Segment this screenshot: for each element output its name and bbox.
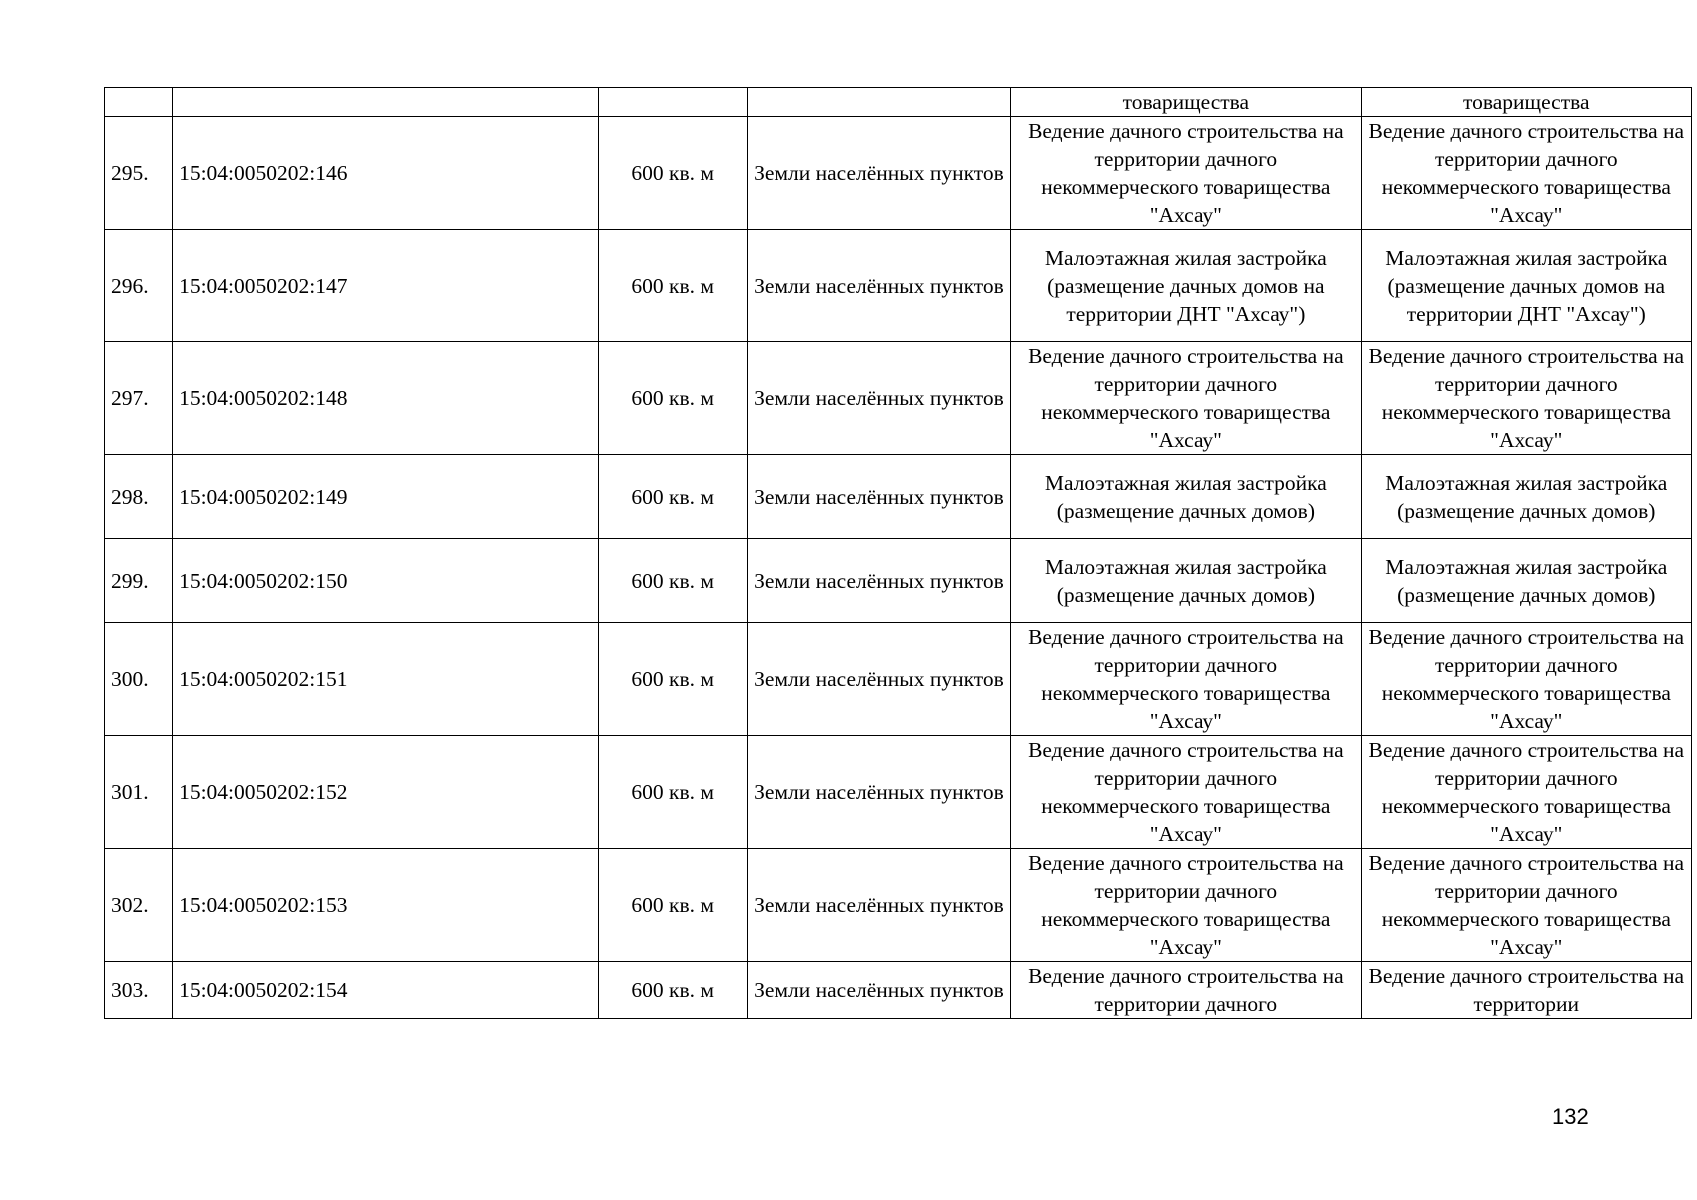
cell-actual-use: Ведение дачного строительства на территории xyxy=(1361,962,1691,1019)
cell-category: Земли населённых пунктов xyxy=(747,117,1010,230)
cell-permitted-use: Ведение дачного строительства на территории дачного некоммерческого товарищества "Ахсау" xyxy=(1011,117,1361,230)
page-number: 132 xyxy=(1552,1104,1589,1129)
cell-cadastral: 15:04:0050202:151 xyxy=(173,623,599,736)
cell-category: Земли населённых пунктов xyxy=(747,455,1010,539)
table-row xyxy=(105,117,1692,230)
cell-permitted-use: Ведение дачного строительства на территории дачного xyxy=(1011,962,1361,1019)
table-row xyxy=(105,623,1692,736)
cell-actual-use: Малоэтажная жилая застройка (размещение дачных домов на территории ДНТ "Ахсау") xyxy=(1361,230,1691,342)
cell-category: Земли населённых пунктов xyxy=(747,539,1010,623)
cell-cadastral: 15:04:0050202:152 xyxy=(173,736,599,849)
cell-number: 300. xyxy=(105,623,173,736)
cell-category xyxy=(747,88,1010,117)
cell-number: 301. xyxy=(105,736,173,849)
cell-actual-use: Ведение дачного строительства на территории дачного некоммерческого товарищества "Ахсау" xyxy=(1361,117,1691,230)
cell-actual-use: товарищества xyxy=(1361,88,1691,117)
cell-number: 297. xyxy=(105,342,173,455)
cell-area: 600 кв. м xyxy=(598,342,747,455)
cell-permitted-use: Ведение дачного строительства на территории дачного некоммерческого товарищества "Ахсау" xyxy=(1011,736,1361,849)
cell-area: 600 кв. м xyxy=(598,539,747,623)
cell-cadastral: 15:04:0050202:147 xyxy=(173,230,599,342)
cell-area: 600 кв. м xyxy=(598,230,747,342)
cell-cadastral: 15:04:0050202:149 xyxy=(173,455,599,539)
cell-category: Земли населённых пунктов xyxy=(747,342,1010,455)
cell-category: Земли населённых пунктов xyxy=(747,230,1010,342)
cell-area: 600 кв. м xyxy=(598,117,747,230)
cell-actual-use: Ведение дачного строительства на территории дачного некоммерческого товарищества "Ахсау" xyxy=(1361,342,1691,455)
cell-permitted-use: Малоэтажная жилая застройка (размещение дачных домов) xyxy=(1011,455,1361,539)
cell-area: 600 кв. м xyxy=(598,849,747,962)
cell-actual-use: Ведение дачного строительства на территории дачного некоммерческого товарищества "Ахсау" xyxy=(1361,623,1691,736)
cell-permitted-use: Малоэтажная жилая застройка (размещение дачных домов на территории ДНТ "Ахсау") xyxy=(1011,230,1361,342)
table-row xyxy=(105,455,1692,539)
cell-category: Земли населённых пунктов xyxy=(747,962,1010,1019)
continuation-row xyxy=(105,88,1692,117)
cell-actual-use: Ведение дачного строительства на территории дачного некоммерческого товарищества "Ахсау" xyxy=(1361,736,1691,849)
table-row xyxy=(105,849,1692,962)
cell-cadastral: 15:04:0050202:148 xyxy=(173,342,599,455)
cell-category: Земли населённых пунктов xyxy=(747,849,1010,962)
table-row xyxy=(105,230,1692,342)
table-row xyxy=(105,736,1692,849)
cell-area: 600 кв. м xyxy=(598,736,747,849)
table-row xyxy=(105,539,1692,623)
cell-permitted-use: Ведение дачного строительства на территории дачного некоммерческого товарищества "Ахсау" xyxy=(1011,623,1361,736)
cell-actual-use: Малоэтажная жилая застройка (размещение дачных домов) xyxy=(1361,539,1691,623)
cell-actual-use: Малоэтажная жилая застройка (размещение дачных домов) xyxy=(1361,455,1691,539)
cell-cadastral: 15:04:0050202:150 xyxy=(173,539,599,623)
cell-category: Земли населённых пунктов xyxy=(747,623,1010,736)
cell-permitted-use: Ведение дачного строительства на территории дачного некоммерческого товарищества "Ахсау" xyxy=(1011,849,1361,962)
cell-area xyxy=(598,88,747,117)
cell-actual-use: Ведение дачного строительства на территории дачного некоммерческого товарищества "Ахсау" xyxy=(1361,849,1691,962)
cell-number: 302. xyxy=(105,849,173,962)
cell-cadastral: 15:04:0050202:153 xyxy=(173,849,599,962)
cell-number: 295. xyxy=(105,117,173,230)
cell-cadastral: 15:04:0050202:146 xyxy=(173,117,599,230)
table-row xyxy=(105,962,1692,1019)
cell-number: 299. xyxy=(105,539,173,623)
table-body xyxy=(105,88,1692,1019)
table-row xyxy=(105,342,1692,455)
cell-area: 600 кв. м xyxy=(598,962,747,1019)
cell-number xyxy=(105,88,173,117)
cell-permitted-use: товарищества xyxy=(1011,88,1361,117)
cell-number: 303. xyxy=(105,962,173,1019)
cell-category: Земли населённых пунктов xyxy=(747,736,1010,849)
cell-cadastral xyxy=(173,88,599,117)
land-plot-register-table xyxy=(104,87,1692,1019)
cell-cadastral: 15:04:0050202:154 xyxy=(173,962,599,1019)
cell-number: 296. xyxy=(105,230,173,342)
cell-area: 600 кв. м xyxy=(598,455,747,539)
cell-permitted-use: Малоэтажная жилая застройка (размещение дачных домов) xyxy=(1011,539,1361,623)
cell-number: 298. xyxy=(105,455,173,539)
cell-permitted-use: Ведение дачного строительства на территории дачного некоммерческого товарищества "Ахсау" xyxy=(1011,342,1361,455)
cell-area: 600 кв. м xyxy=(598,623,747,736)
